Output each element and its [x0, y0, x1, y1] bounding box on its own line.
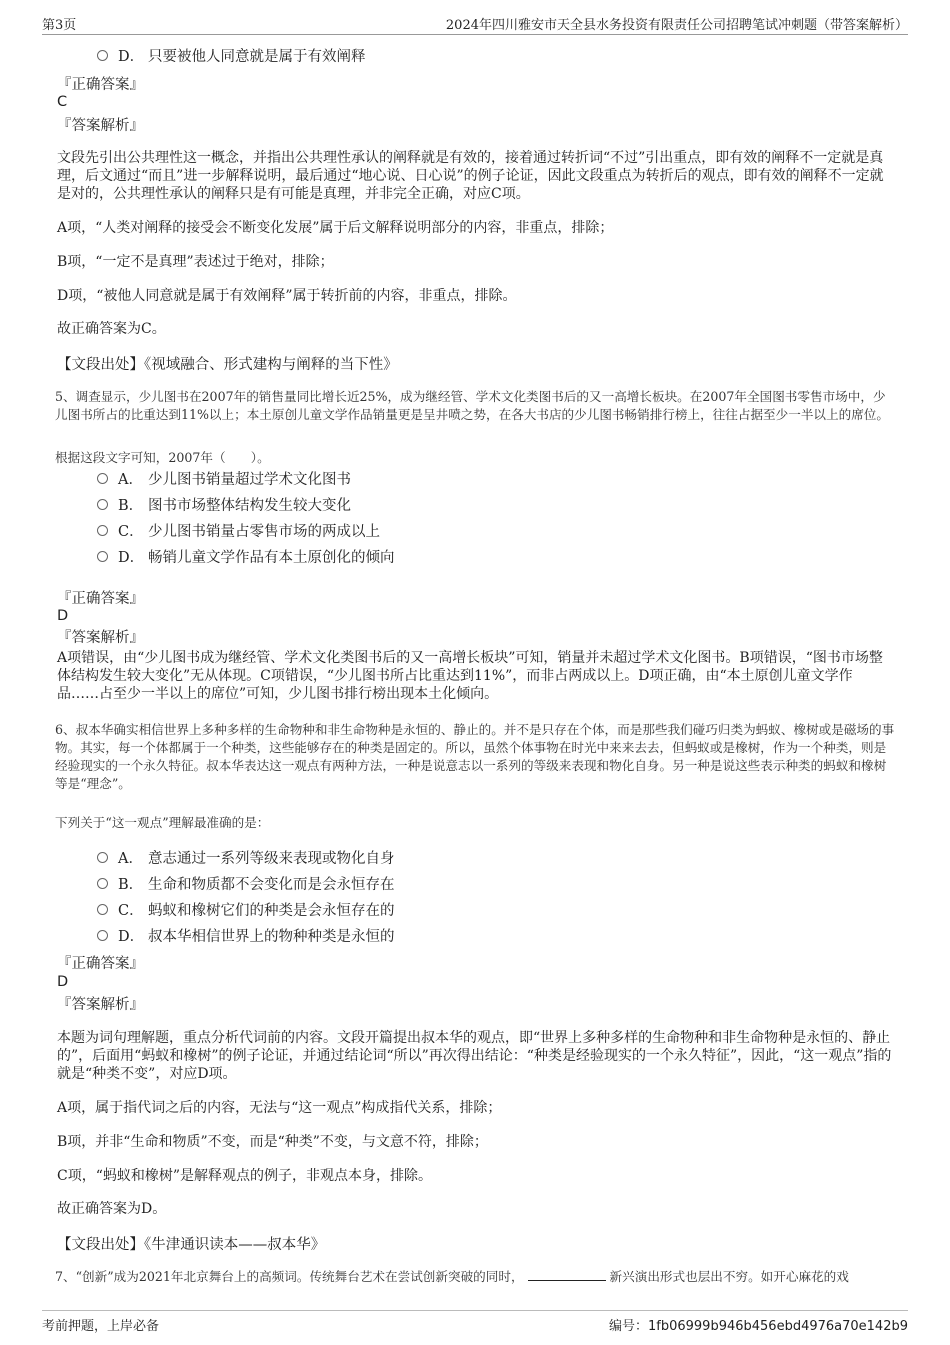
- q5-answer-label: 『正确答案』: [57, 591, 144, 607]
- radio-icon[interactable]: [97, 852, 108, 863]
- radio-icon[interactable]: [97, 930, 108, 941]
- q4-answer: C: [57, 94, 68, 110]
- radio-icon[interactable]: [97, 551, 108, 562]
- q5-answer: D: [57, 608, 69, 624]
- q4-analysis-main: 文段先引出公共理性这一概念，并指出公共理性承认的阐释就是有效的，接着通过转折词“不过”引出重点，即有效的阐释不一定就是真理，后文通过“而且”进一步解释说明，最后通过“地心说、日心说”的例子论证，因此文段重点为转折后的观点，即有效的阐释不一定就是对的，公共理性承认的阐释只是有可能是真理，并非完全正确，对应C项。: [57, 150, 884, 202]
- q4-source: 【文段出处】《视域融合、形式建构与阐释的当下性》: [57, 357, 398, 373]
- radio-icon[interactable]: [97, 525, 108, 536]
- document-title: 2024年四川雅安市天全县水务投资有限责任公司招聘笔试冲刺题（带答案解析）: [445, 18, 908, 33]
- q4-analysis-b: B项，“一定不是真理”表述过于绝对，排除；: [57, 254, 334, 270]
- q6-question: 下列关于“这一观点”理解最准确的是：: [55, 815, 270, 830]
- q4-option-d[interactable]: D． 只要被他人同意就是属于有效阐释: [97, 47, 366, 67]
- q7-stem: 7、“创新”成为2021年北京舞台上的高频词。传统舞台艺术在尝试创新突破的同时， 新兴演出形式也层出不穷。如开心麻花的戏: [55, 1269, 849, 1284]
- q4-analysis-label: 『答案解析』: [57, 118, 144, 134]
- q6-option-b[interactable]: B． 生命和物质都不会变化而是会永恒存在: [97, 875, 395, 895]
- page-footer: [42, 1310, 908, 1334]
- q6-answer: D: [57, 974, 69, 990]
- page-number: 第3页: [42, 18, 77, 33]
- q6-analysis-main: 本题为词句理解题，重点分析代词前的内容。文段开篇提出叔本华的观点，即“世界上多种多样的生命物种和非生命物种是永恒的、静止的”，后面用“蚂蚁和橡树”的例子论证，并通过结论词“所以”再次得出结论：“种类是经验现实的一个永久特征”，因此，“这一观点”指的就是“种类不变”，对应D项。: [57, 1030, 892, 1082]
- q6-option-c[interactable]: C． 蚂蚁和橡树它们的种类是会永恒存在的: [97, 901, 395, 921]
- radio-icon[interactable]: [97, 499, 108, 510]
- q6-source: 【文段出处】《牛津通识读本——叔本华》: [57, 1237, 326, 1253]
- q6-analysis-b: B项，并非“生命和物质”不变，而是“种类”不变，与文意不符，排除；: [57, 1134, 488, 1150]
- q4-answer-label: 『正确答案』: [57, 77, 144, 93]
- q6-analysis-c: C项，“蚂蚁和橡树”是解释观点的例子，非观点本身，排除。: [57, 1168, 433, 1184]
- q6-conclusion: 故正确答案为D。: [57, 1201, 167, 1217]
- document-id: 编号：1fb06999b946b456ebd4976a70e142b9: [608, 1319, 908, 1334]
- q6-answer-label: 『正确答案』: [57, 956, 144, 972]
- q5-analysis: A项错误，由“少儿图书成为继经管、学术文化类图书后的又一高增长板块”可知，销量并未超过学术文化图书。B项错误，“图书市场整体结构发生较大变化”无从体现。C项错误，“少儿图书所占比重达到11%”，而非占两成以上。D项正确，由“本土原创儿童文学作品……占至少一半以上的席位”可知，少儿图书排行榜出现本土化倾向。: [57, 650, 883, 702]
- q6-option-d[interactable]: D． 叔本华相信世界上的物种种类是永恒的: [97, 927, 395, 947]
- q6-analysis-label: 『答案解析』: [57, 997, 144, 1013]
- q5-stem: 5、调查显示，少儿图书在2007年的销售量同比增长近25%，成为继经管、学术文化类图书后的又一高增长板块。在2007年全国图书零售市场中，少儿图书所占的比重达到11%以上；本土原创儿童文学作品销量更是呈井喷之势，在各大书店的少儿图书畅销排行榜上，往往占据至少一半以上的席位。: [55, 389, 889, 422]
- q6-option-a[interactable]: A． 意志通过一系列等级来表现或物化自身: [97, 849, 395, 869]
- q5-question: 根据这段文字可知，2007年（ ）。: [55, 450, 270, 465]
- radio-icon[interactable]: [97, 878, 108, 889]
- q5-option-d[interactable]: D． 畅销儿童文学作品有本土原创化的倾向: [97, 548, 395, 568]
- q6-stem: 6、叔本华确实相信世界上多种多样的生命物种和非生命物种是永恒的、静止的。并不是只存在个体，而是那些我们碰巧归类为蚂蚁、橡树或是磁场的事物。其实，每一个体都属于一个种类，这些能够存在的种类是固定的。所以，虽然个体事物在时光中来来去去，但蚂蚁或是橡树，作为一个种类，则是经验现实的一个永久特征。叔本华表达这一观点有两种方法，一种是说意志以一系列的等级来表现和物化自身。另一种是说这些表示种类的蚂蚁和橡树等是“理念”。: [55, 722, 895, 791]
- radio-icon[interactable]: [97, 50, 108, 61]
- q5-option-a[interactable]: A． 少儿图书销量超过学术文化图书: [97, 470, 351, 490]
- q4-conclusion: 故正确答案为C。: [57, 321, 166, 337]
- q6-analysis-a: A项，属于指代词之后的内容，无法与“这一观点”构成指代关系，排除；: [57, 1100, 502, 1116]
- q5-analysis-label: 『答案解析』: [57, 630, 144, 646]
- radio-icon[interactable]: [97, 904, 108, 915]
- fill-blank: [528, 1268, 606, 1281]
- footer-slogan: 考前押题，上岸必备: [42, 1319, 160, 1334]
- page-header: [42, 14, 908, 35]
- q4-analysis-d: D项，“被他人同意就是属于有效阐释”属于转折前的内容，非重点，排除。: [57, 288, 517, 304]
- q4-analysis-a: A项，“人类对阐释的接受会不断变化发展”属于后文解释说明部分的内容，非重点，排除；: [57, 220, 614, 236]
- radio-icon[interactable]: [97, 473, 108, 484]
- q5-option-c[interactable]: C． 少儿图书销量占零售市场的两成以上: [97, 522, 380, 542]
- q5-option-b[interactable]: B． 图书市场整体结构发生较大变化: [97, 496, 351, 516]
